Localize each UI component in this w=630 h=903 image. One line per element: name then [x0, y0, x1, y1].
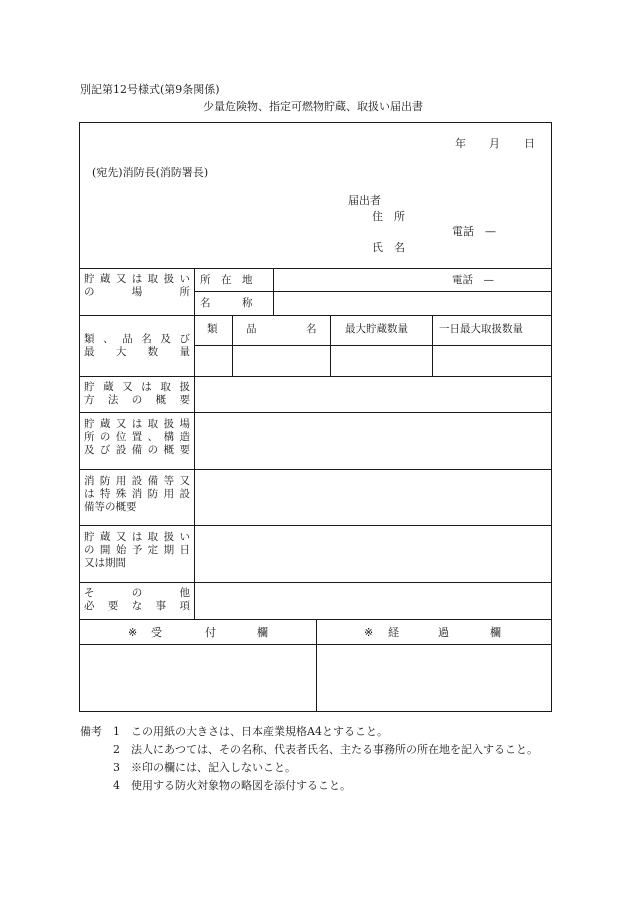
- form-reference: 別記第12号様式(第9条関係): [80, 83, 220, 96]
- note-text: 使用する防火対象物の略図を添付すること。: [131, 779, 351, 792]
- header-name: 名: [306, 323, 317, 335]
- facility-label: 貯蔵又は取扱場 所の位置、構造 及び設備の概要: [84, 418, 190, 456]
- note-number: 4: [113, 779, 120, 792]
- start-date-label: 貯蔵又は取扱い の開始予定期日 又は期間: [84, 531, 190, 569]
- header-item: 品: [246, 323, 257, 335]
- notes-prefix: 備考: [80, 725, 102, 738]
- date-year: 年: [455, 137, 466, 150]
- items-label: 類、品名及び 最 大 数 量: [84, 333, 190, 358]
- note-text: この用紙の大きさは、日本産業規格A4とすること。: [131, 725, 388, 738]
- facility-name-label: 名 称: [200, 297, 253, 309]
- addressee: (宛先)消防長(消防署長): [92, 166, 209, 179]
- address-label: 住 所: [372, 210, 405, 223]
- note-text: 法人にあつては、その名称、代表者氏名、主たる事務所の所在地を記入すること。: [131, 743, 538, 756]
- date-month: 月: [489, 137, 500, 150]
- applicant-name-label: 氏 名: [372, 241, 405, 254]
- date-day: 日: [524, 137, 535, 150]
- method-label: 貯蔵又は取扱 方法の概要: [84, 381, 190, 406]
- other-label: そ の 他 必要な事項: [84, 587, 190, 612]
- note-text: ※印の欄には、記入しないこと。: [131, 761, 296, 774]
- note-number: 1: [113, 725, 120, 738]
- header-max-storage: 最大貯蔵数量: [345, 323, 408, 335]
- applicant-label: 届出者: [348, 194, 381, 207]
- header-class: 類: [207, 323, 218, 335]
- fire-equipment-label: 消防用設備等又 は特殊消防用設 備等の概要: [84, 475, 190, 513]
- form-title: 少量危険物、指定可燃物貯蔵、取扱い届出書: [203, 100, 423, 113]
- note-number: 2: [113, 743, 120, 756]
- header-max-daily-handling: 一日最大取扱数量: [439, 323, 523, 335]
- applicant-phone-label: 電話 —: [452, 225, 496, 238]
- note-number: 3: [113, 761, 120, 774]
- storage-place-label: 貯蔵又は取扱い の 場 所: [84, 273, 190, 298]
- location-phone-label: 電話 —: [452, 274, 494, 286]
- location-label: 所 在 地: [200, 274, 253, 286]
